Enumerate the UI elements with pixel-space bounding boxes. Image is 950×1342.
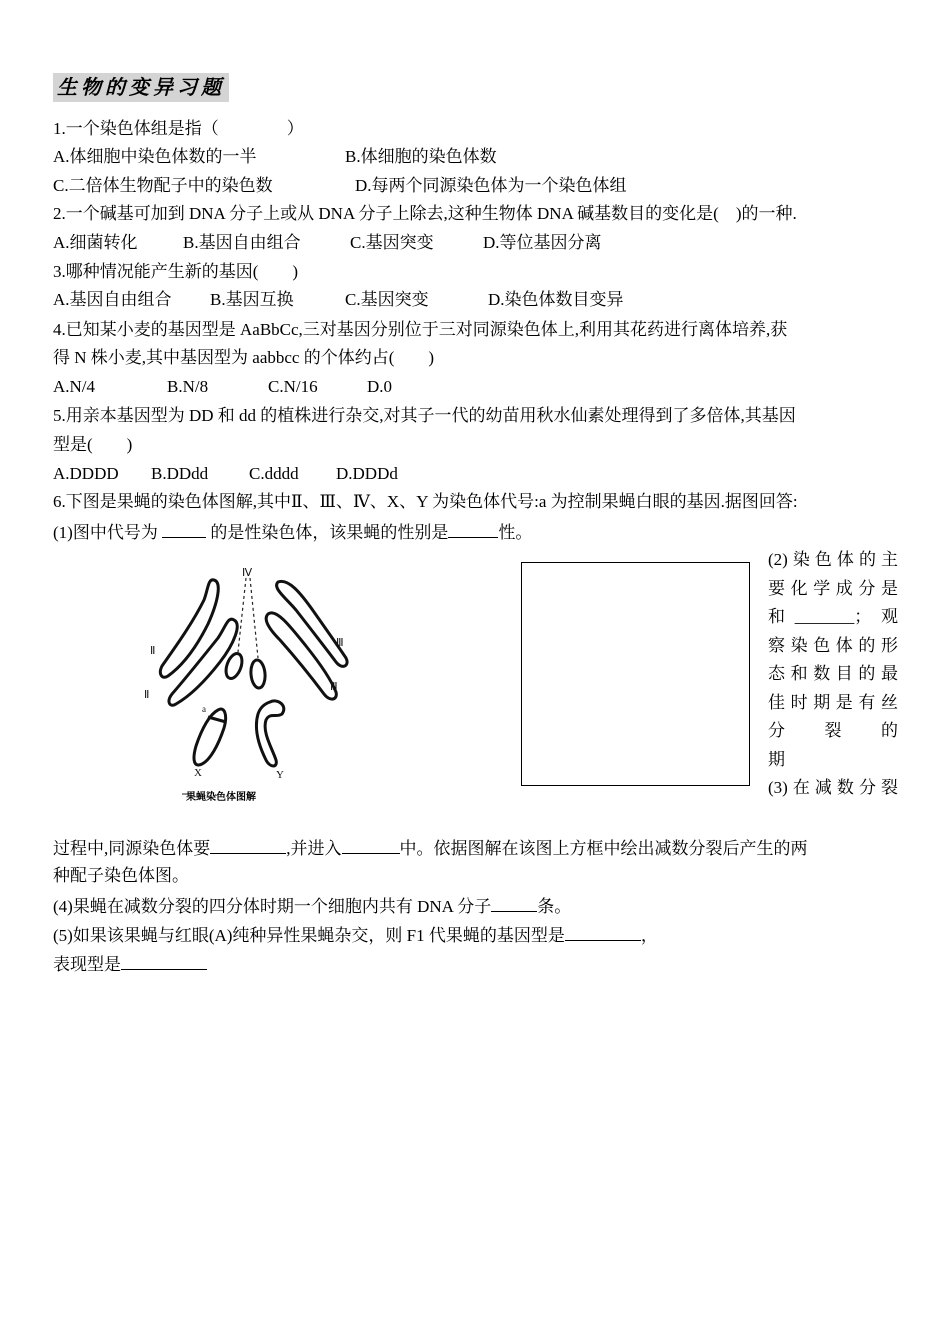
label-iv: Ⅳ — [242, 567, 253, 579]
chromosome-y — [256, 701, 283, 766]
label-iii-bottom: Ⅲ — [330, 681, 338, 693]
q6-part5-line1 — [53, 922, 658, 948]
q3-stem: 3.哪种情况能产生新的基因( ) — [53, 262, 299, 281]
q6-side-column — [768, 546, 898, 803]
q6-part5-text-c: 表现型是 — [53, 955, 121, 974]
q6-part1-text-b: 的是性染色体，该果蝇的性别是 — [210, 523, 449, 542]
figure-caption: 果蝇染色体图解 — [186, 792, 256, 803]
q6-part1-blank-2[interactable] — [448, 519, 498, 538]
side-line-9: (3)在减数分裂 — [768, 778, 898, 797]
q2-option-b: B.基因自由组合 — [183, 233, 301, 252]
q1-stem: 1.一个染色体组是指（ ） — [53, 119, 304, 138]
fruit-fly-chromosome-figure — [138, 562, 363, 807]
q1-option-d: D.每两个同源染色体为一个染色体组 — [355, 176, 627, 195]
side-line-7: 分 裂 的 — [768, 721, 898, 740]
q5-stem-line2: 型是( ) — [53, 435, 133, 454]
q6-part4-text-b: 条。 — [537, 897, 572, 916]
q6-part3-blank-1[interactable] — [210, 835, 286, 854]
q6-part3-line2: 种配子染色体图。 — [53, 866, 189, 885]
q3-option-d: D.染色体数目变异 — [488, 290, 624, 309]
q6-part1 — [53, 519, 532, 545]
label-ii-bottom: Ⅱ — [144, 689, 150, 701]
q4-option-a: A.N/4 — [53, 377, 96, 396]
side-line-4: 察染色体的形 — [768, 635, 898, 655]
q1-option-b: B.体细胞的染色体数 — [345, 147, 497, 166]
q6-part3-blank-2[interactable] — [342, 835, 400, 854]
q5-option-a: A.DDDD — [53, 464, 119, 483]
q3-option-b: B.基因互换 — [210, 290, 294, 309]
q1-option-a: A.体细胞中染色体数的一半 — [53, 147, 257, 166]
q6-part3-text-c: 中。依据图解在该图上方框中绘出减数分裂后产生的两 — [399, 839, 808, 858]
q6-part1-text-c: 性。 — [498, 523, 533, 542]
chromosome-iii-bottom — [266, 613, 336, 699]
page-title: 生物的变异习题 — [53, 73, 229, 102]
label-iii-top: Ⅲ — [336, 637, 344, 649]
side-line-5: 态和数目的最 — [768, 664, 898, 683]
q4-option-c: C.N/16 — [268, 377, 318, 396]
q6-stem: 6.下图是果蝇的染色体图解,其中Ⅱ、Ⅲ、Ⅳ、X、Y 为染色体代号:a 为控制果蝇白眼的基因.据图回答: — [53, 492, 798, 511]
q6-part4-text-a: (4)果蝇在减数分裂的四分体时期一个细胞内共有 DNA 分子 — [53, 897, 492, 916]
q4-option-b: B.N/8 — [167, 377, 209, 396]
label-ii-top: Ⅱ — [150, 645, 156, 657]
q2-option-c: C.基因突变 — [350, 233, 434, 252]
label-y: Y — [276, 769, 284, 781]
q6-part3-line1 — [53, 835, 808, 861]
label-gene-a: a — [202, 704, 206, 714]
q6-part3-text-b: ,并进入 — [286, 839, 342, 858]
side-line-1: (2)染色体的主 — [768, 550, 898, 569]
q4-stem-line2: 得 N 株小麦,其中基因型为 aabbcc 的个体约占( ) — [53, 348, 435, 367]
q5-option-c: C.dddd — [249, 464, 299, 483]
q3-option-a: A.基因自由组合 — [53, 290, 172, 309]
q5-stem-line1: 5.用亲本基因型为 DD 和 dd 的植株进行杂交,对其子一代的幼苗用秋水仙素处理得到了多倍体,其基因 — [53, 406, 796, 425]
q6-part5-line2 — [53, 951, 207, 977]
chromosome-iv-right — [250, 659, 266, 688]
q6-part4-blank[interactable] — [491, 893, 537, 912]
side-line-6: 佳时期是有丝 — [768, 692, 898, 712]
q5-option-b: B.DDdd — [151, 464, 209, 483]
q6-part1-text-a: (1)图中代号为 — [53, 523, 158, 542]
drawing-answer-box[interactable] — [521, 562, 750, 786]
q4-stem-line1: 4.已知某小麦的基因型是 AaBbCc,三对基因分别位于三对同源染色体上,利用其花药进行离体培养,获 — [53, 320, 788, 339]
q6-part5-text-b: ， — [640, 926, 658, 945]
side-line-8: 期 — [768, 749, 785, 769]
q6-part5-text-a: (5)如果该果蝇与红眼(A)纯种异性果蝇杂交，则 F1 代果蝇的基因型是 — [53, 926, 565, 945]
q1-option-c: C.二倍体生物配子中的染色数 — [53, 176, 273, 195]
q6-part5-blank-2[interactable] — [121, 951, 207, 970]
q3-option-c: C.基因突变 — [345, 290, 429, 309]
q6-part4 — [53, 893, 571, 919]
side-line-2: 要化学成分是 — [768, 578, 898, 598]
q6-part5-blank-1[interactable] — [565, 922, 641, 941]
q2-option-a: A.细菌转化 — [53, 233, 138, 252]
q6-part3-text-a: 过程中,同源染色体要 — [53, 839, 211, 858]
label-x: X — [194, 767, 202, 779]
q6-part1-blank-1[interactable] — [162, 519, 206, 538]
side-line-3: 和_______；观 — [768, 607, 898, 626]
q2-stem: 2.一个碱基可加到 DNA 分子上或从 DNA 分子上除去,这种生物体 DNA 碱基数目的变化是( )的一种. — [53, 204, 797, 223]
chromosome-ii-top — [160, 580, 218, 677]
q5-option-d: D.DDDd — [336, 464, 398, 483]
q4-option-d: D.0 — [367, 377, 393, 396]
q2-option-d: D.等位基因分离 — [483, 233, 602, 252]
